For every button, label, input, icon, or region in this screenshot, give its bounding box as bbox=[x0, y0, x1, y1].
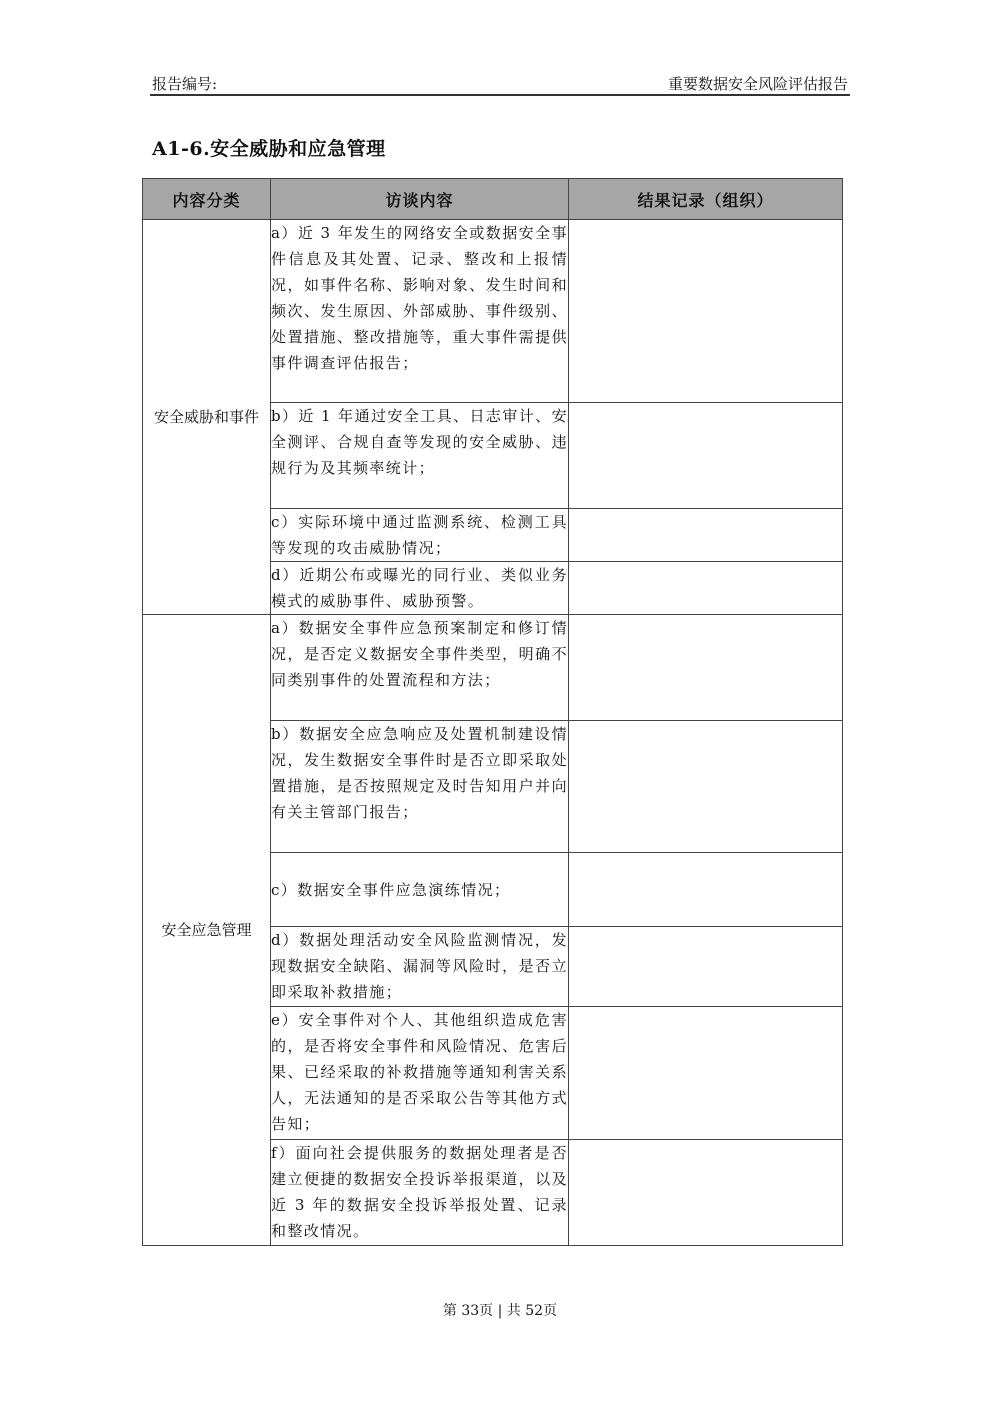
interview-item: a）近 3 年发生的网络安全或数据安全事件信息及其处置、记录、整改和上报情况，如事件名称、影响对象、发生时间和频次、发生原因、外部威胁、事件级别、处置措施、整改措施等，重大事件需提供事件调查评估报告； bbox=[271, 220, 569, 403]
interview-item: e）安全事件对个人、其他组织造成危害的，是否将安全事件和风险情况、危害后果、已经采取的补救措施等通知利害关系人，无法通知的是否采取公告等其他方式告知； bbox=[271, 1007, 569, 1140]
category-cell: 安全威胁和事件 bbox=[143, 220, 271, 615]
category-cell: 安全应急管理 bbox=[143, 615, 271, 1246]
result-cell[interactable] bbox=[569, 509, 843, 562]
report-number-label: 报告编号: bbox=[152, 75, 218, 93]
interview-item: a）数据安全事件应急预案制定和修订情况，是否定义数据安全事件类型，明确不同类别事件的处置流程和方法； bbox=[271, 615, 569, 721]
header-divider bbox=[150, 94, 850, 96]
result-cell[interactable] bbox=[569, 721, 843, 853]
interview-item: f）面向社会提供服务的数据处理者是否建立便捷的数据安全投诉举报渠道，以及近 3 年的数据安全投诉举报处置、记录和整改情况。 bbox=[271, 1140, 569, 1246]
table-row bbox=[143, 615, 843, 721]
interview-item: b）数据安全应急响应及处置机制建设情况，发生数据安全事件时是否立即采取处置措施，是否按照规定及时告知用户并向有关主管部门报告； bbox=[271, 721, 569, 853]
page-number: 第 33页 | 共 52页 bbox=[442, 1303, 558, 1319]
interview-item: d）数据处理活动安全风险监测情况，发现数据安全缺陷、漏洞等风险时，是否立即采取补救措施； bbox=[271, 927, 569, 1007]
column-header-result: 结果记录（组织） bbox=[569, 179, 843, 220]
interview-table bbox=[142, 178, 843, 1246]
result-cell[interactable] bbox=[569, 403, 843, 509]
interview-item: b）近 1 年通过安全工具、日志审计、安全测评、合规自查等发现的安全威胁、违规行为及其频率统计； bbox=[271, 403, 569, 509]
result-cell[interactable] bbox=[569, 927, 843, 1007]
result-cell[interactable] bbox=[569, 562, 843, 615]
interview-item: d）近期公布或曝光的同行业、类似业务模式的威胁事件、威胁预警。 bbox=[271, 562, 569, 615]
result-cell[interactable] bbox=[569, 615, 843, 721]
document-title: 重要数据安全风险评估报告 bbox=[667, 75, 848, 93]
interview-item: c）数据安全事件应急演练情况； bbox=[271, 853, 569, 927]
table-header-row bbox=[143, 179, 843, 220]
result-cell[interactable] bbox=[569, 1140, 843, 1246]
interview-item: c）实际环境中通过监测系统、检测工具等发现的攻击威胁情况； bbox=[271, 509, 569, 562]
column-header-interview: 访谈内容 bbox=[271, 179, 569, 220]
result-cell[interactable] bbox=[569, 220, 843, 403]
table-row bbox=[143, 220, 843, 403]
column-header-category: 内容分类 bbox=[143, 179, 271, 220]
section-title: A1-6.安全威胁和应急管理 bbox=[152, 138, 386, 160]
result-cell[interactable] bbox=[569, 853, 843, 927]
result-cell[interactable] bbox=[569, 1007, 843, 1140]
